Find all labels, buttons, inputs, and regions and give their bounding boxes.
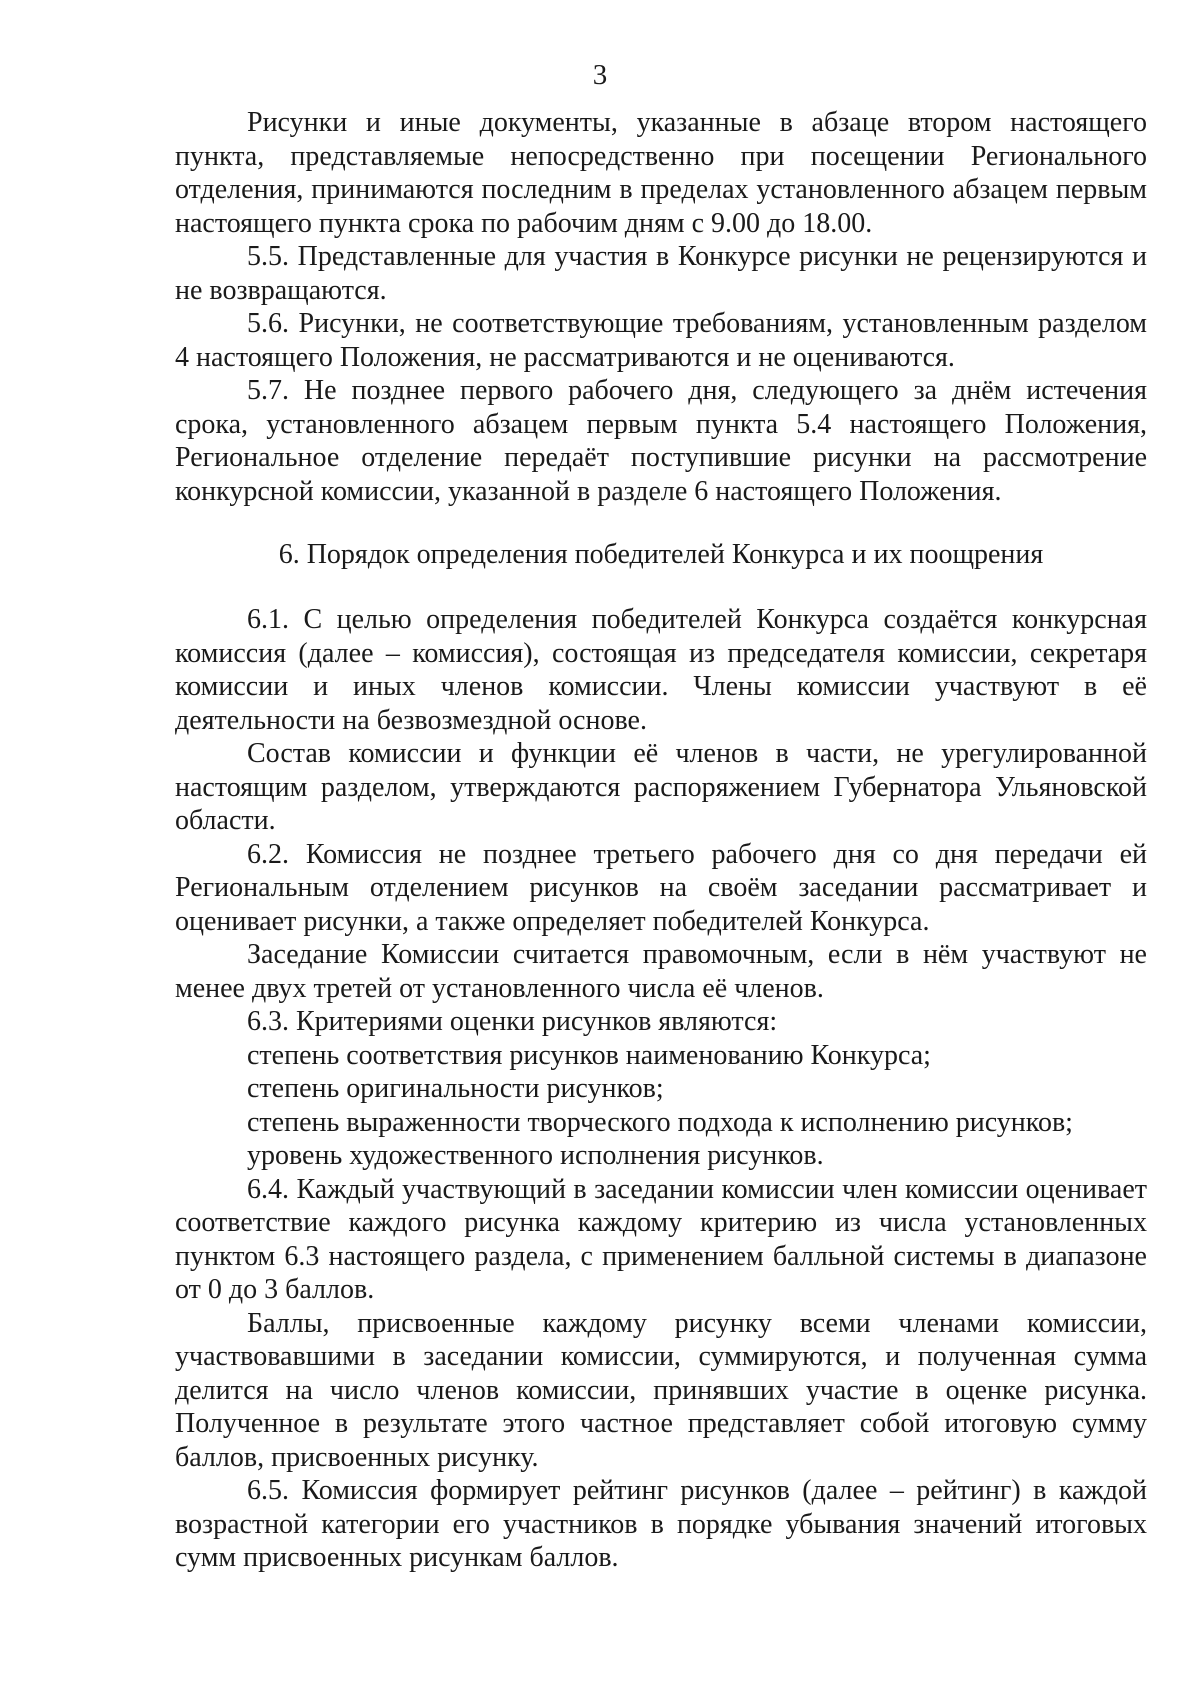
- paragraph-5-4-submission-hours: Рисунки и иные документы, указанные в абзаце втором настоящего пункта, представляемые непосредственно при посещении Регионального отделения, принимаются последним в пределах установленного абзацем первым настоящего пункта срока по рабочим дням с 9.00 до 18.00.: [175, 107, 1147, 239]
- paragraph-5-6: 5.6. Рисунки, не соответствующие требованиям, установленным разделом 4 настоящего Положения, не рассматриваются и не оцениваются.: [175, 308, 1147, 373]
- document-body: [175, 106, 1147, 1575]
- paragraph-5-7: 5.7. Не позднее первого рабочего дня, следующего за днём истечения срока, установленного абзацем первым пункта 5.4 настоящего Положения, Региональное отделение передаёт поступившие рисунки на рассмотрение конкурсной комиссии, указанной в разделе 6 настоящего Положения.: [175, 375, 1147, 507]
- paragraph-6-4-scoring: Баллы, присвоенные каждому рисунку всеми членами комиссии, участвовавшими в заседании комиссии, суммируются, и полученная сумма делится на число членов комиссии, принявших участие в оценке рисунка. Полученное в результате этого частное представляет собой итоговую сумму баллов, присвоенных рисунку.: [175, 1307, 1147, 1473]
- criterion-item: уровень художественного исполнения рисунков.: [247, 1140, 824, 1171]
- paragraph-6-1: 6.1. С целью определения победителей Конкурса создаётся конкурсная комиссия (далее – комиссия), состоящая из председателя комиссии, секретаря комиссии и иных членов комиссии. Члены комиссии участвуют в её деятельности на безвозмездной основе.: [175, 604, 1147, 736]
- paragraph-6-3: 6.3. Критериями оценки рисунков являются:: [247, 1006, 778, 1037]
- paragraph-6-5: 6.5. Комиссия формирует рейтинг рисунков (далее – рейтинг) в каждой возрастной категории его участников в порядке убывания значений итоговых сумм присвоенных рисункам баллов.: [175, 1475, 1147, 1573]
- section-6-heading: 6. Порядок определения победителей Конкурса и их поощрения: [278, 539, 1044, 570]
- paragraph-6-2: 6.2. Комиссия не позднее третьего рабочего дня со дня передачи ей Региональным отделением рисунков на своём заседании рассматривает и оценивает рисунки, а также определяет победителей Конкурса.: [175, 838, 1147, 937]
- criterion-item: степень выраженности творческого подхода к исполнению рисунков;: [247, 1106, 1073, 1138]
- paragraph-6-1-composition: Состав комиссии и функции её членов в части, не урегулированной настоящим разделом, утверждаются распоряжением Губернатора Ульяновской области.: [175, 738, 1147, 836]
- paragraph-5-5: 5.5. Представленные для участия в Конкурсе рисунки не рецензируются и не возвращаются.: [175, 241, 1147, 306]
- page-number: 3: [592, 59, 608, 91]
- paragraph-6-4: 6.4. Каждый участвующий в заседании комиссии член комиссии оценивает соответствие каждого рисунка каждому критерию из числа установленных пунктом 6.3 настоящего раздела, с применением балльной системы в диапазоне от 0 до 3 баллов.: [175, 1173, 1147, 1305]
- criterion-item: степень оригинальности рисунков;: [247, 1073, 664, 1104]
- criterion-item: степень соответствия рисунков наименованию Конкурса;: [247, 1039, 931, 1071]
- paragraph-6-2-quorum: Заседание Комиссии считается правомочным, если в нём участвуют не менее двух третей от установленного числа её членов.: [175, 939, 1147, 1004]
